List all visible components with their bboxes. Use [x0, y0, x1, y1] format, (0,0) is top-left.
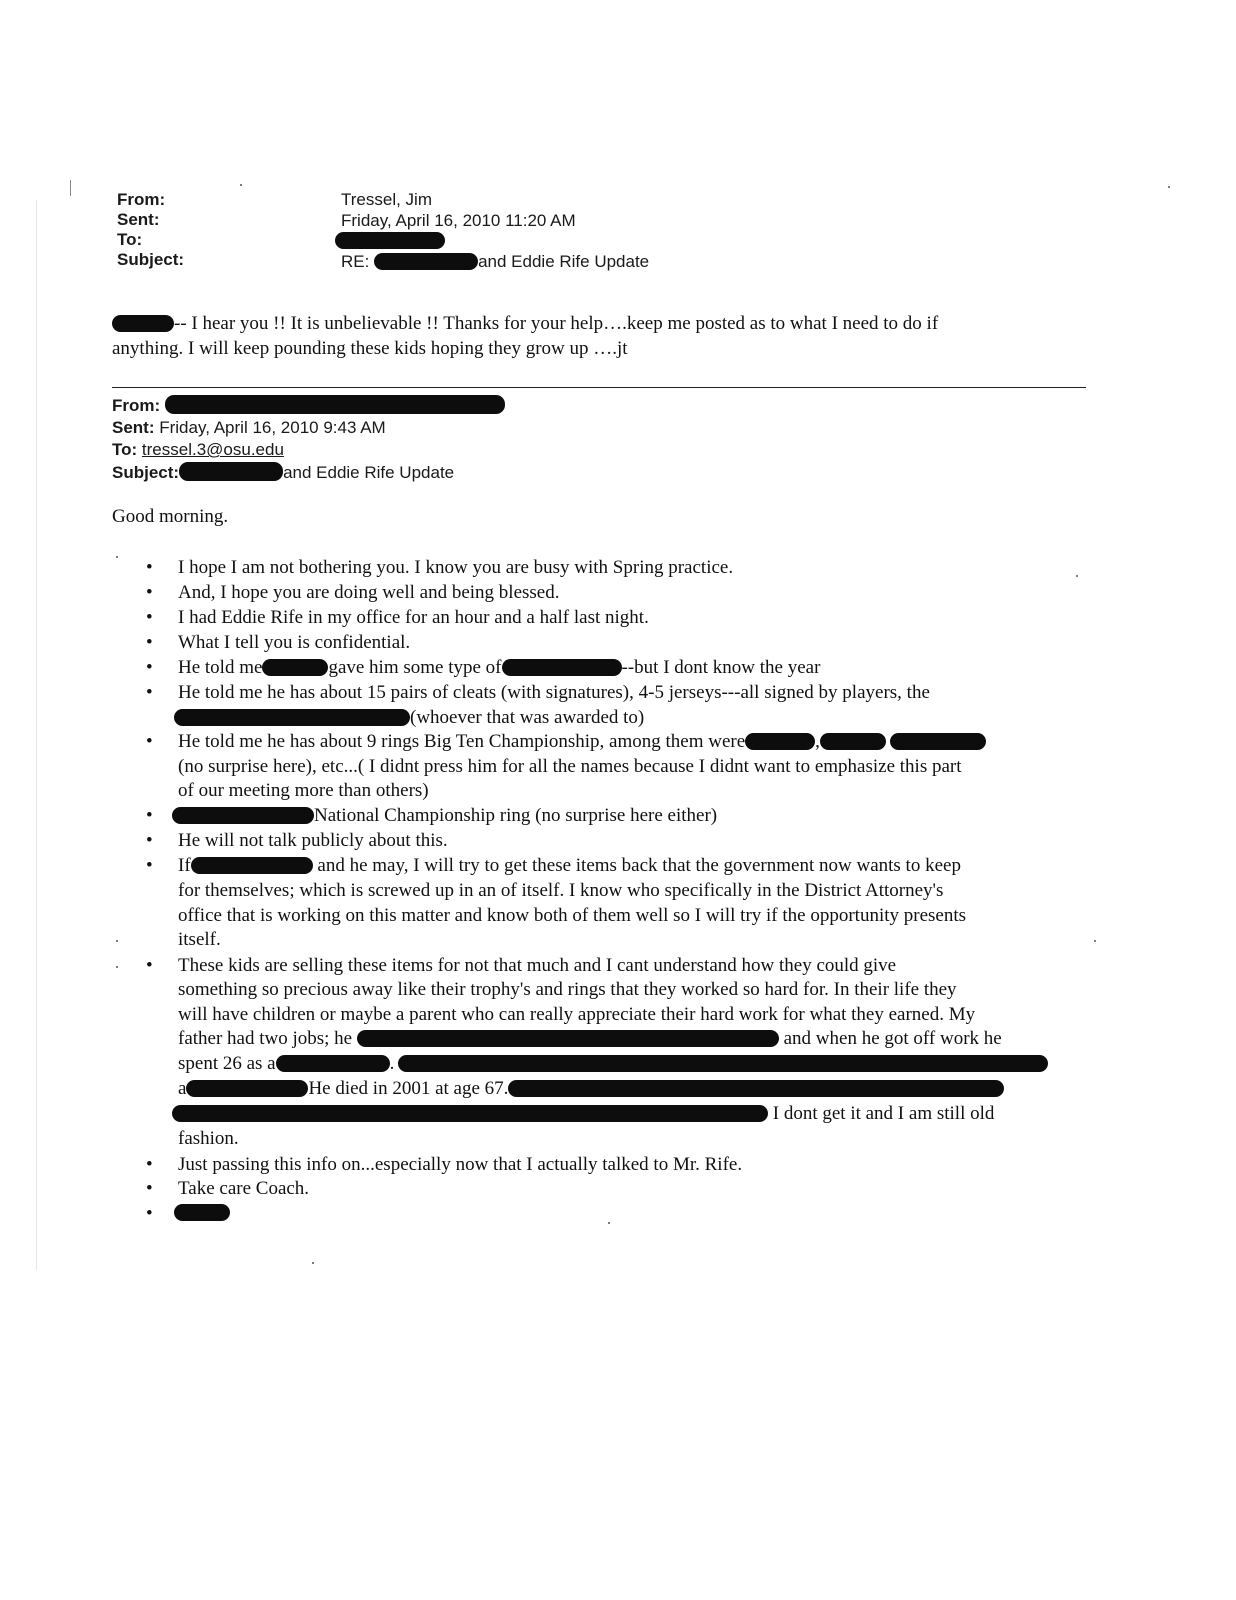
bullet-text	[172, 1103, 994, 1125]
reply-from-value: Tressel, Jim	[341, 190, 432, 209]
bullet-marker: •	[146, 582, 153, 603]
redaction-bar	[745, 733, 815, 750]
reply-body-line: anything. I will keep pounding these kids hoping they grow up ….jt	[112, 338, 628, 359]
scan-mark	[70, 180, 71, 196]
bullet-marker: •	[146, 731, 153, 752]
bullet-text: something so precious away like their trophy's and rings that they worked so hard for. In their life they	[178, 979, 957, 1000]
text-span: He told me	[178, 657, 263, 678]
reply-from-label: From:	[117, 190, 166, 209]
scan-speck	[116, 556, 118, 558]
reply-sent-label: Sent:	[117, 210, 160, 229]
redaction-bar	[165, 395, 505, 414]
reply-subject-prefix: RE:	[341, 252, 370, 271]
bullet-text	[178, 657, 820, 679]
reply-subject-rest: and Eddie Rife Update	[478, 252, 650, 271]
bullet-text: will have children or maybe a parent who can really appreciate their hard work for what they earned. My	[178, 1004, 976, 1025]
bullet-text	[178, 1078, 1004, 1100]
redaction-bar	[820, 733, 886, 750]
text-span: He died in 2001 at age 67.	[308, 1078, 509, 1099]
scan-speck	[1076, 575, 1078, 577]
bullet-text	[178, 1028, 1002, 1050]
redaction-bar	[172, 1105, 768, 1122]
text-span: I dont get it and I am still old	[772, 1103, 995, 1124]
original-sent-value: Friday, April 16, 2010 9:43 AM	[159, 418, 386, 437]
scan-speck	[116, 940, 118, 942]
bullet-marker: •	[146, 805, 153, 826]
reply-text: -- I hear you !! It is unbelievable !! Thanks for your help….keep me posted as to what I need to do if	[174, 313, 939, 334]
text-span: and he may, I will try to get these items back that the government now wants to keep	[317, 855, 961, 876]
redaction-bar	[174, 709, 410, 726]
redaction-bar	[172, 807, 314, 824]
scan-edge	[36, 200, 37, 1270]
redaction-bar	[262, 659, 328, 676]
bullet-text: He told me he has about 15 pairs of cleats (with signatures), 4-5 jerseys---all signed by players, the	[178, 682, 930, 703]
bullet-text: of our meeting more than others)	[178, 780, 429, 801]
bullet-text: itself.	[178, 929, 221, 950]
redaction-bar	[276, 1055, 390, 1072]
scan-speck	[1168, 186, 1170, 188]
greeting: Good morning.	[112, 506, 229, 527]
bullet-text: for themselves; which is screwed up in an of itself. I know who specifically in the District Attorney's	[178, 880, 944, 901]
bullet-text: These kids are selling these items for not that much and I cant understand how they could give	[178, 955, 897, 976]
bullet-marker: •	[146, 1154, 153, 1175]
bullet-text	[172, 805, 717, 827]
original-sent-row	[112, 418, 386, 438]
bullet-text	[174, 707, 644, 729]
text-span: father had two jobs; he	[178, 1028, 353, 1049]
original-subject-label: Subject:	[112, 463, 180, 482]
original-sent-label: Sent:	[112, 418, 155, 437]
reply-subject-label: Subject:	[117, 250, 185, 269]
bullet-text: I hope I am not bothering you. I know you are busy with Spring practice.	[178, 557, 734, 578]
bullet-text: He will not talk publicly about this.	[178, 830, 448, 851]
original-from-row	[112, 395, 505, 416]
original-from-label: From:	[112, 396, 161, 415]
bullet-text: Take care Coach.	[178, 1178, 310, 1199]
text-span: National Championship ring (no surprise here either)	[314, 805, 718, 826]
separator-rule	[112, 387, 1086, 388]
bullet-marker: •	[146, 682, 153, 703]
bullet-marker: •	[146, 632, 153, 653]
bullet-text: office that is working on this matter and know both of them well so I will try if the opportunity presents	[178, 905, 967, 926]
original-subject-row	[112, 462, 454, 483]
text-span: .	[389, 1053, 395, 1074]
bullet-marker: •	[146, 607, 153, 628]
text-span: spent 26 as a	[178, 1053, 276, 1074]
bullet-text: What I tell you is confidential.	[178, 632, 411, 653]
redaction-bar	[398, 1055, 1048, 1072]
bullet-text: fashion.	[178, 1128, 239, 1149]
original-subject-rest: and Eddie Rife Update	[283, 463, 455, 482]
bullet-text: Just passing this info on...especially now that I actually talked to Mr. Rife.	[178, 1154, 743, 1175]
redaction-bar	[374, 253, 478, 270]
text-span: (whoever that was awarded to)	[410, 707, 645, 728]
email-link[interactable]: tressel.3@osu.edu	[141, 440, 284, 459]
bullet-marker: •	[146, 1203, 153, 1224]
scan-speck	[116, 966, 118, 968]
text-span: and when he got off work he	[783, 1028, 1002, 1049]
original-to-label: To:	[112, 440, 138, 459]
bullet-marker: •	[146, 657, 153, 678]
bullet-text: And, I hope you are doing well and being blessed.	[178, 582, 560, 603]
redaction-bar	[186, 1080, 308, 1097]
bullet-marker: •	[146, 955, 153, 976]
original-to-row	[112, 440, 284, 460]
scan-speck	[1094, 940, 1096, 942]
bullet-marker: •	[146, 855, 153, 876]
redaction-bar	[191, 857, 313, 874]
bullet-text	[178, 855, 961, 877]
text-span: gave him some type of	[328, 657, 502, 678]
bullet-marker: •	[146, 1178, 153, 1199]
redaction-bar	[179, 462, 283, 481]
text-span: a	[178, 1078, 187, 1099]
redaction-bar	[890, 733, 986, 750]
bullet-marker: •	[146, 557, 153, 578]
text-span: ,	[815, 731, 820, 752]
reply-body-line	[112, 313, 938, 335]
reply-to-label: To:	[117, 230, 143, 249]
text-span: If	[178, 855, 191, 876]
scan-speck	[240, 184, 242, 186]
redaction-bar	[174, 1204, 230, 1221]
redaction-bar	[357, 1030, 779, 1047]
reply-sent-value: Friday, April 16, 2010 11:20 AM	[341, 211, 576, 230]
redaction-bar	[335, 232, 445, 249]
bullet-text	[178, 1053, 1048, 1075]
bullet-text	[178, 731, 986, 753]
redaction-bar	[508, 1080, 1004, 1097]
redaction-bar	[502, 659, 622, 676]
redaction-bar	[112, 315, 174, 332]
scan-speck	[312, 1262, 314, 1264]
bullet-text: I had Eddie Rife in my office for an hour and a half last night.	[178, 607, 649, 628]
bullet-text: (no surprise here), etc...( I didnt press him for all the names because I didnt want to emphasize this part	[178, 756, 962, 777]
text-span: He told me he has about 9 rings Big Ten Championship, among them were	[178, 731, 746, 752]
scan-speck	[608, 1222, 610, 1224]
bullet-marker: •	[146, 830, 153, 851]
text-span: --but I dont know the year	[621, 657, 821, 678]
reply-subject-value	[341, 252, 649, 272]
